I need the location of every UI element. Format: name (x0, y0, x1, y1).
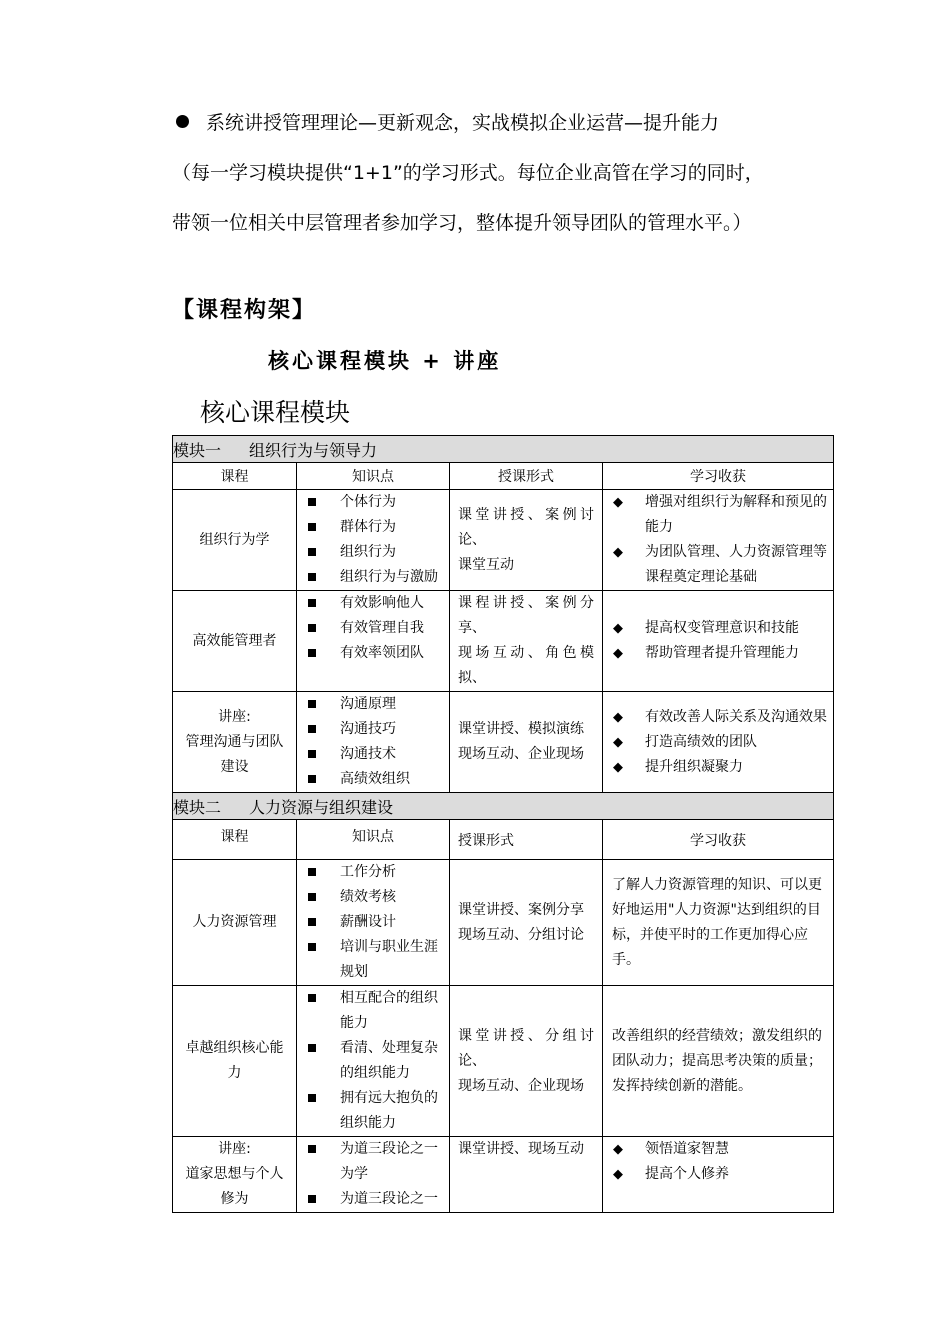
column-header-form: 授课形式 (450, 463, 603, 490)
form-line: 课堂讲授、案例讨 (458, 506, 594, 523)
course-name (173, 1137, 297, 1213)
course-name-line: 管理沟通与团队 (185, 733, 284, 750)
list-item: 组织行为 (307, 540, 443, 565)
list-item: 群体行为 (307, 515, 443, 540)
knowledge-points (297, 490, 450, 591)
list-item: ◆ 帮助管理者提升管理能力 (613, 641, 827, 666)
table-row (173, 490, 834, 591)
list-item: 组织行为与激励 (307, 565, 443, 590)
teaching-form (450, 986, 603, 1137)
form-line: 课堂讲授、现场互动 (458, 1141, 584, 1157)
list-item: ◆ 为团队管理、人力资源管理等课程奠定理论基础 (613, 540, 827, 590)
course-name-line: 讲座: (218, 1141, 251, 1157)
list-item: 高绩效组织 (307, 767, 443, 792)
list-item: ◆ 增强对组织行为解释和预见的能力 (613, 490, 827, 540)
table-row (173, 860, 834, 986)
list-item: 为道三段论之一为学 (307, 1137, 443, 1187)
knowledge-points (297, 860, 450, 986)
course-name: 组织行为学 (173, 490, 297, 591)
list-item: 沟通技巧 (307, 717, 443, 742)
form-line: 拟、 (458, 670, 486, 686)
list-item: ◆ 打造高绩效的团队 (613, 730, 827, 755)
form-line: 现场互动、企业现场 (458, 746, 584, 762)
intro-bullet-text: 系统讲授管理理论—更新观念，实战模拟企业运营—提升能力 (206, 112, 720, 134)
column-header-course: 课程 (173, 820, 297, 860)
intro-note-line-2: 带领一位相关中层管理者参加学习，整体提升领导团队的管理水平。） (172, 212, 752, 234)
course-table (172, 435, 834, 1213)
list-item: 沟通原理 (307, 692, 443, 717)
course-name: 人力资源管理 (173, 860, 297, 986)
teaching-form (450, 692, 603, 793)
list-item: 有效影响他人 (307, 591, 443, 616)
course-name-line: 修为 (220, 1191, 249, 1207)
column-header-gains: 学习收获 (603, 820, 834, 860)
module-1-title: 组织行为与领导力 (249, 440, 378, 460)
teaching-form (450, 1137, 603, 1213)
table-row (173, 1137, 834, 1213)
intro-section (172, 98, 852, 248)
learning-gains: 改善组织的经营绩效；激发组织的团队动力；提高思考决策的质量；发挥持续创新的潜能。 (603, 986, 834, 1137)
form-line: 课堂讲授、案例分享 (458, 901, 584, 918)
learning-gains (603, 1137, 834, 1213)
knowledge-points (297, 692, 450, 793)
table-row (173, 591, 834, 692)
course-name-line: 讲座: (218, 708, 251, 725)
table-row (173, 692, 834, 793)
table-row (173, 986, 834, 1137)
list-item: 有效率领团队 (307, 641, 443, 666)
teaching-form (450, 860, 603, 986)
learning-gains (603, 490, 834, 591)
column-header-gains: 学习收获 (603, 463, 834, 490)
form-line: 课堂讲授、模拟演练 (458, 721, 584, 737)
framework-heading: 【课程构架】 (172, 298, 317, 323)
course-name-line: 道家思想与个人 (185, 1166, 284, 1182)
framework-subtitle: 核心课程模块 + 讲座 (268, 349, 502, 373)
module-2-label: 模块二 (173, 797, 222, 817)
learning-gains (603, 692, 834, 793)
knowledge-points (297, 986, 450, 1137)
knowledge-points (297, 1137, 450, 1213)
learning-gains: 了解人力资源管理的知识、可以更好地运用"人力资源"达到组织的目标，并使平时的工作更加得心应手。 (603, 860, 834, 986)
module-2-header (173, 793, 834, 820)
list-item: 薪酬设计 (307, 910, 443, 935)
list-item: ◆ 领悟道家智慧 (613, 1137, 827, 1162)
list-item: 工作分析 (307, 860, 443, 885)
module-2-title: 人力资源与组织建设 (249, 797, 394, 817)
column-header-points: 知识点 (297, 820, 450, 860)
list-item: 拥有远大抱负的组织能力 (307, 1086, 443, 1136)
list-item: ◆ 提高权变管理意识和技能 (613, 616, 827, 641)
bullet-icon (176, 115, 189, 128)
form-line: 现场互动、企业现场 (458, 1077, 584, 1094)
list-item: 培训与职业生涯规划 (307, 935, 443, 985)
knowledge-points (297, 591, 450, 692)
list-item: 绩效考核 (307, 885, 443, 910)
form-line: 课程讲授、案例分 (458, 595, 594, 611)
course-name-line: 力 (227, 1065, 242, 1081)
module-1-label: 模块一 (173, 440, 222, 460)
list-item: 沟通技术 (307, 742, 443, 767)
course-name: 高效能管理者 (173, 591, 297, 692)
teaching-form (450, 490, 603, 591)
list-item: 相互配合的组织能力 (307, 986, 443, 1036)
teaching-form (450, 591, 603, 692)
course-name (173, 692, 297, 793)
column-header-course: 课程 (173, 463, 297, 490)
column-header-points: 知识点 (297, 463, 450, 490)
form-line: 现场互动、分组讨论 (458, 926, 584, 943)
form-line: 享、 (458, 620, 486, 636)
table-header-row (173, 463, 834, 490)
course-name-line: 建设 (220, 758, 249, 775)
module-1-header (173, 436, 834, 463)
list-item: 为道三段论之一 (307, 1187, 443, 1212)
list-item: ◆ 提升组织凝聚力 (613, 755, 827, 780)
list-item: ◆ 有效改善人际关系及沟通效果 (613, 705, 827, 730)
intro-note-line-1: （每一学习模块提供“1+1”的学习形式。每位企业高管在学习的同时， (172, 162, 764, 184)
table-header-row (173, 820, 834, 860)
form-line: 课堂互动 (458, 556, 514, 573)
column-header-form: 授课形式 (450, 820, 603, 860)
form-line: 论、 (458, 531, 486, 548)
list-item: 有效管理自我 (307, 616, 443, 641)
course-name-line: 卓越组织核心能 (185, 1040, 284, 1056)
form-line: 论、 (458, 1052, 486, 1069)
core-modules-heading: 核心课程模块 (200, 398, 351, 427)
learning-gains (603, 591, 834, 692)
form-line: 现场互动、角色模 (458, 645, 594, 661)
course-name (173, 986, 297, 1137)
list-item: 看清、处理复杂的组织能力 (307, 1036, 443, 1086)
intro-bullet-line (172, 98, 852, 148)
list-item: ◆ 提高个人修养 (613, 1162, 827, 1187)
form-line: 课堂讲授、分组讨 (458, 1027, 594, 1044)
list-item: 个体行为 (307, 490, 443, 515)
